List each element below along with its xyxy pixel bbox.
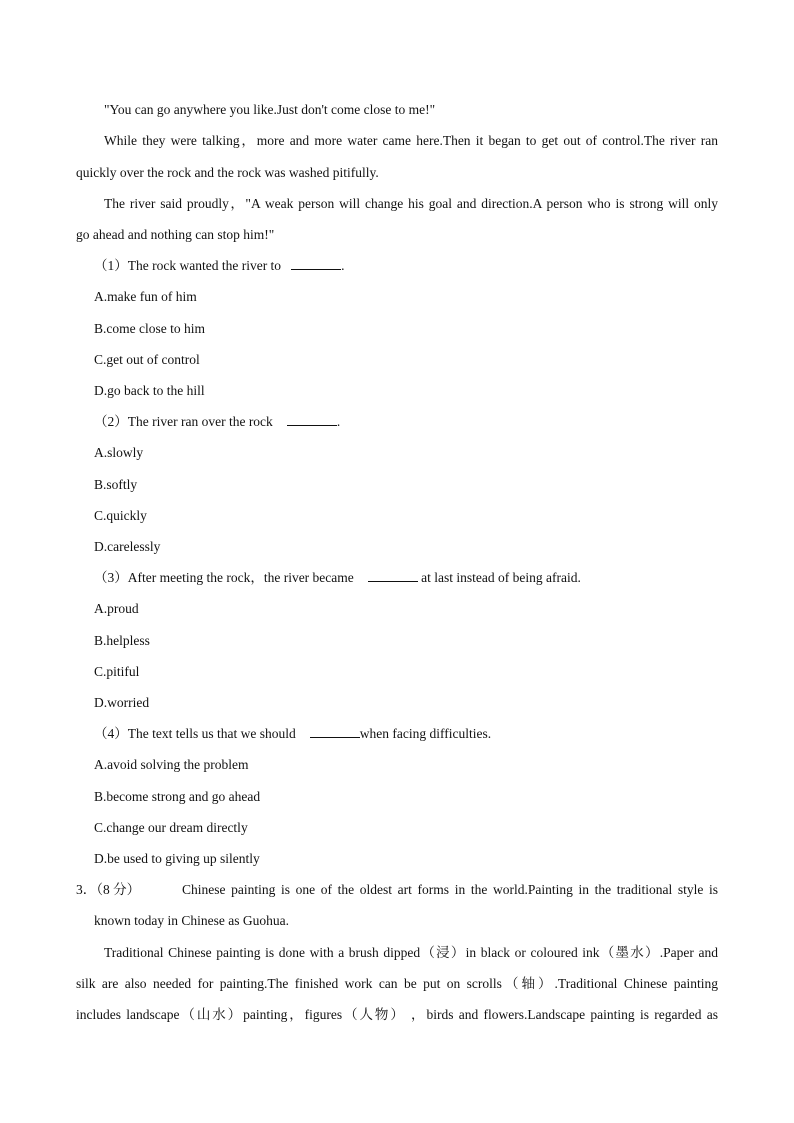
question-text-end: . [341,258,345,273]
answer-blank [291,257,341,270]
question-text-end: at last instead of being afraid. [421,570,581,585]
option-b: B.softly [94,477,138,492]
passage-quote: "You can go anywhere you like.Just don't come close to me!" [104,102,436,117]
question-text-end: when facing difficulties. [359,726,492,741]
section-intro-line: Chinese painting is one of the oldest art forms in the world.Painting in the traditional style is [182,882,718,897]
question-text-end: . [336,414,341,429]
question-text: （1）The rock wanted the river to [94,258,282,273]
option-a: A.avoid solving the problem [94,757,249,772]
option-b: B.come close to him [94,321,205,336]
answer-blank [287,413,337,426]
section-paragraph-line: includes landscape（山水）painting，figures（人物） ，birds and flowers.Landscape painting is regarded as [76,1007,718,1022]
question-text: （4）The text tells us that we should [94,726,296,741]
answer-blank [310,725,360,738]
option-c: C.change our dream directly [94,820,248,835]
question-stem [94,257,344,275]
section-paragraph-line: silk are also needed for painting.The finished work can be put on scrolls（轴）.Traditional Chinese painting [76,976,718,991]
option-a: A.proud [94,601,139,616]
question-text: （3）After meeting the rock，the river became [94,570,354,585]
option-b: B.become strong and go ahead [94,789,261,804]
passage-paragraph-line: go ahead and nothing can stop him!" [76,227,275,242]
passage-paragraph-line: The river said proudly，"A weak person will change his goal and direction.A person who is strong will only [104,196,718,211]
question-stem [94,725,491,743]
option-c: C.pitiful [94,664,140,679]
option-c: C.get out of control [94,352,200,367]
option-a: A.make fun of him [94,289,197,304]
answer-blank [368,569,418,582]
passage-paragraph-line: While they were talking，more and more water came here.Then it began to get out of control.The river ran [104,133,718,148]
question-stem [94,413,340,431]
question-text: （2）The river ran over the rock [94,414,273,429]
section-intro-line: known today in Chinese as Guohua. [94,913,289,928]
option-b: B.helpless [94,633,150,648]
option-d: D.be used to giving up silently [94,851,260,866]
option-c: C.quickly [94,508,147,523]
option-d: D.worried [94,695,150,710]
section-number: 3．（8 分） [76,882,141,897]
option-d: D.carelessly [94,539,161,554]
question-stem [94,569,581,587]
option-d: D.go back to the hill [94,383,205,398]
passage-paragraph-line: quickly over the rock and the rock was washed pitifully. [76,165,379,180]
option-a: A.slowly [94,445,144,460]
section-paragraph-line: Traditional Chinese painting is done with a brush dipped（浸）in black or coloured ink（墨水）.Paper and [104,945,718,960]
